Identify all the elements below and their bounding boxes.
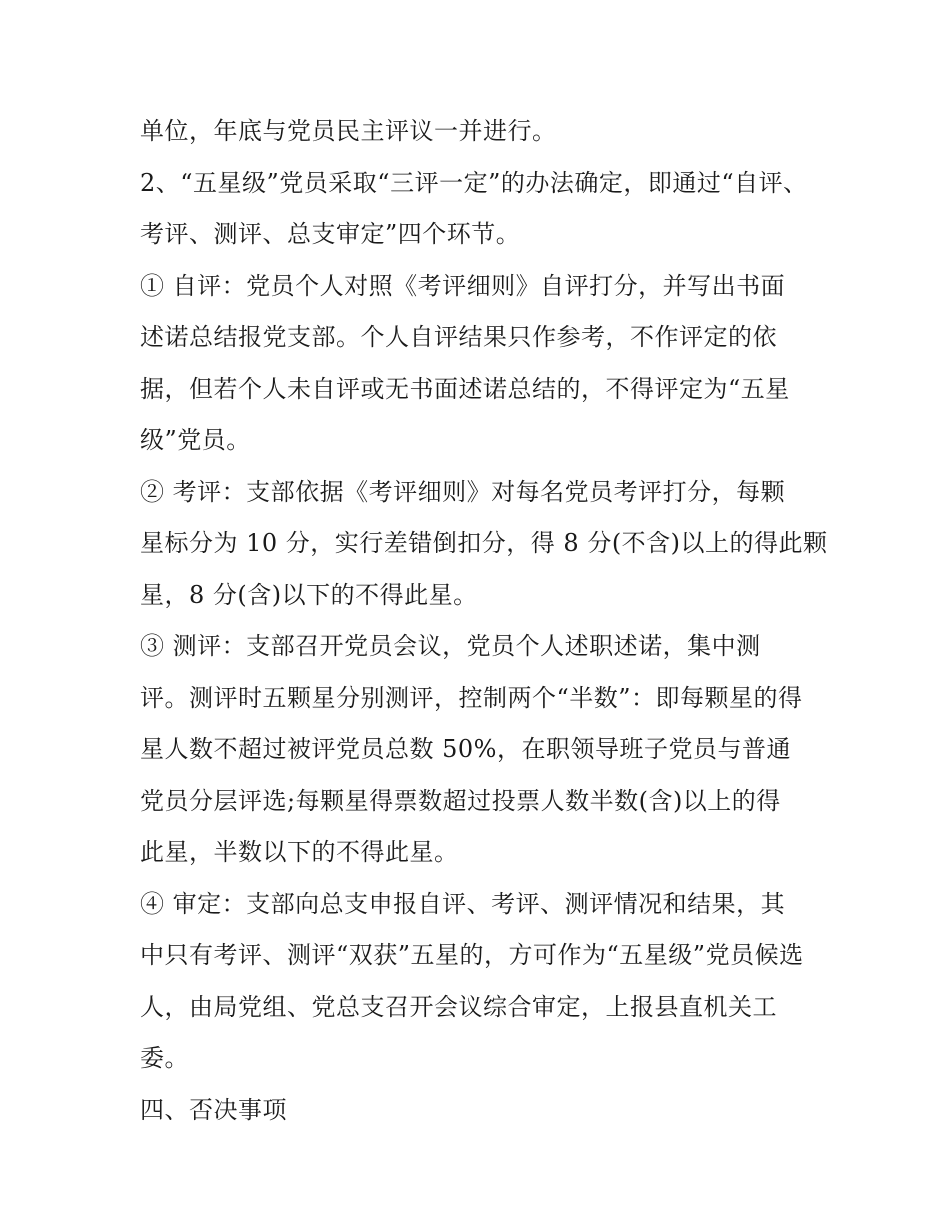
section-heading: 四、否决事项 (140, 1095, 287, 1124)
text-line: 据，但若个人未自评或无书面述诺总结的，不得评定为“五星 (140, 374, 790, 403)
text-line: 中只有考评、测评“双获”五星的，方可作为“五星级”党员候选 (140, 941, 804, 969)
text-line: 级”党员。 (140, 426, 251, 454)
text-line: 星人数不超过被评党员总数 50%，在职领导班子党员与普通 (140, 735, 791, 763)
text-line: 星，8 分(含)以下的不得此星。 (140, 580, 478, 609)
text-line: 此星，半数以下的不得此星。 (140, 838, 459, 866)
text-line: 评。测评时五颗星分别测评，控制两个“半数”：即每颗星的得 (140, 683, 803, 712)
text-line: ④ 审定：支部向总支申报自评、考评、测评情况和结果，其 (140, 889, 786, 918)
text-line: 单位，年底与党员民主评议一并进行。 (140, 117, 557, 145)
text-line: 考评、测评、总支审定”四个环节。 (140, 220, 521, 248)
document-body (140, 106, 828, 1136)
text-line: ③ 测评：支部召开党员会议，党员个人述职述诺，集中测 (140, 632, 761, 660)
text-line: 2、“五星级”党员采取“三评一定”的办法确定，即通过“自评、 (140, 168, 808, 197)
text-line: 党员分层评选;每颗星得票数超过投票人数半数(含)以上的得 (140, 786, 781, 815)
text-line: 人，由局党组、党总支召开会议综合审定，上报县直机关工 (140, 992, 777, 1021)
text-line: ② 考评：支部依据《考评细则》对每名党员考评打分，每颗 (140, 477, 786, 506)
text-line: 星标分为 10 分，实行差错倒扣分，得 8 分(不含)以上的得此颗 (140, 529, 828, 557)
text-line: 述诺总结报党支部。个人自评结果只作参考，不作评定的依 (140, 323, 777, 351)
text-line: 委。 (140, 1044, 189, 1072)
text-line: ① 自评：党员个人对照《考评细则》自评打分，并写出书面 (140, 271, 786, 300)
